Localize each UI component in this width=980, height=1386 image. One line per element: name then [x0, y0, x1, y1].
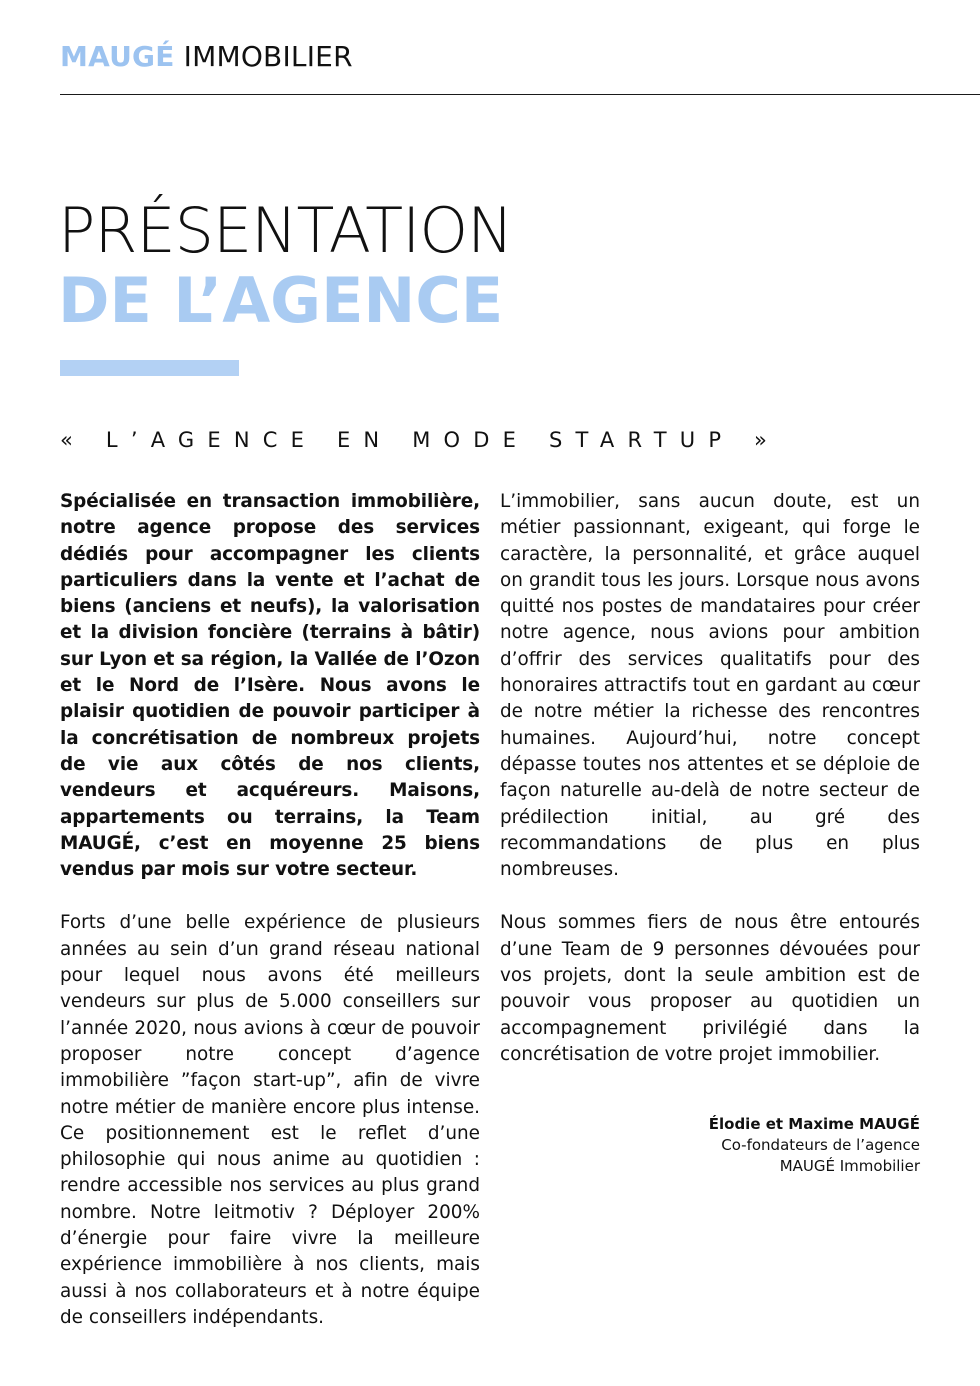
signature-company: MAUGÉ Immobilier	[779, 1157, 920, 1175]
signature-names: Élodie et Maxime MAUGÉ	[708, 1115, 920, 1133]
tagline: « L’AGENCE EN MODE STARTUP »	[60, 428, 781, 452]
page-title-line1: PRÉSENTATION	[58, 194, 513, 267]
page-title-line2: DE L’AGENCE	[58, 264, 504, 337]
body-paragraph: Nous sommes fiers de nous être entourés d’une Team de 9 personnes dévouées pour vos projets, dont la seule ambition est de pouvoir vous proposer au quotidien un accompagnement privilégié dans la concrétisation de votre projet immobilier.	[500, 912, 920, 1065]
title-accent-bar	[60, 360, 239, 376]
header-divider	[60, 94, 980, 95]
signature-block	[709, 1114, 920, 1177]
right-column	[500, 489, 920, 1068]
page-title	[58, 196, 513, 336]
signature-role: Co-fondateurs de l’agence	[721, 1136, 920, 1154]
brand-rest: IMMOBILIER	[183, 40, 353, 73]
brand-logo	[60, 40, 353, 73]
brand-accent: MAUGÉ	[60, 40, 175, 73]
body-paragraph: Forts d’une belle expérience de plusieurs années au sein d’un grand réseau national pour lequel nous avons été meilleurs vendeurs sur plus de 5.000 conseillers sur l’année 2020, nous avions à cœur de pouvoir proposer notre concept d’agence immobilière ”façon start-up”, afin de vivre notre métier de manière encore plus intense. Ce positionnement est le reflet d’une philosophie qui nous anime au quotidien : rendre accessible nos services au plus grand nombre. Notre leitmotiv ? Déployer 200% d’énergie pour faire vivre la meilleure expérience immobilière à nos clients, mais aussi à nos collaborateurs et à notre équipe de conseillers indépendants.	[60, 912, 480, 1328]
body-paragraph: L’immobilier, sans aucun doute, est un métier passionnant, exigeant, qui forge le caractère, la personnalité, et grâce auquel on grandit tous les jours. Lorsque nous avons quitté nos postes de mandataires pour créer notre agence, nous avions pour ambition d’offrir des services qualitatifs pour des honoraires attractifs tout en gardant au cœur de notre métier la richesse des rencontres humaines. Aujourd’hui, notre concept dépasse toutes nos attentes et se déploie de façon naturelle au-delà de notre secteur de prédilection initial, au gré des recommandations de plus en plus nombreuses.	[500, 491, 920, 881]
lead-paragraph: Spécialisée en transaction immobilière, notre agence propose des services dédiés pour accompagner les clients particuliers dans la vente et l’achat de biens (anciens et neufs), la valorisation et la division foncière (terrains à bâtir) sur Lyon et sa région, la Vallée de l’Ozon et le Nord de l’Isère. Nous avons le plaisir quotidien de pouvoir participer à la concrétisation de nombreux projets de vie aux côtés de nos clients, vendeurs et acquéreurs. Maisons, appartements ou terrains, la Team MAUGÉ, c’est en moyenne 25 biens vendus par mois sur votre secteur.	[60, 491, 480, 881]
left-column	[60, 489, 480, 1331]
